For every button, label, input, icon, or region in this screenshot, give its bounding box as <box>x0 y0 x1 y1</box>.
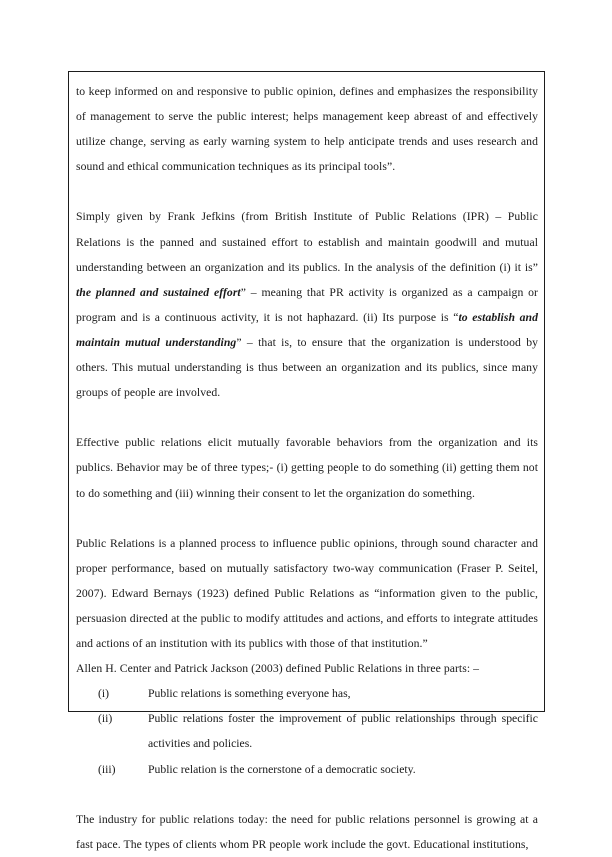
page-text-frame <box>68 71 545 851</box>
jefkins-text-part-1: Simply given by Frank Jefkins (from British Institute of Public Relations (IPR) – Public Relations is the panned and sustained effort to establish and maintain goodwill and mutual understanding between an organization and its publics. In the analysis of the definition (i) it is” <box>76 210 538 274</box>
list-item-label: Public relations is something everyone has, <box>148 687 351 701</box>
list-item <box>76 706 538 756</box>
list-introduction: Allen H. Center and Patrick Jackson (2003) defined Public Relations in three parts: – <box>76 662 480 676</box>
emphasis-planned-sustained-effort: the planned and sustained effort <box>76 285 241 299</box>
jefkins-text-part-2: ” – meaning that PR activity is organized as a campaign or program and is a continuous activity, it is not haphazard. (ii) Its purpose is “ <box>76 285 539 324</box>
paragraph-continuation: to keep informed on and responsive to public opinion, defines and emphasizes the responsibility of management to serve the public interest; helps management keep abreast of and effectively utilize change, serving as early warning system to help anticipate trends and uses research and sound and ethical communication techniques as its principal tools”. <box>76 85 538 174</box>
paragraph-effective-public-relations: Effective public relations elicit mutually favorable behaviors from the organization and its publics. Behavior may be of three types;- (i) getting people to do something (ii) getting them not to do something and (iii) winning their consent to let the organization do something. <box>76 436 538 500</box>
jefkins-text-part-3: ” – that is, to ensure that the organization is understood by others. This mutual understanding is thus between an organization and its publics, since many groups of people are involved. <box>76 335 538 400</box>
paragraph-planned-process: Public Relations is a planned process to influence public opinions, through sound character and proper performance, based on mutually satisfactory two-way communication (Fraser P. Seitel, 2007). Edward Bernays (1923) defined Public Relations as “information given to the public, persuasion directed at the public to modify attitudes and actions, and efforts to integrate attitudes and actions of an institution with its publics with those of that institution.” <box>76 536 538 651</box>
list-item-label: Public relation is the cornerstone of a democratic society. <box>148 762 416 776</box>
document-body <box>69 72 544 857</box>
three-parts-list <box>76 681 538 781</box>
paragraph-industry-today: The industry for public relations today: the need for public relations personnel is growing at a fast pace. The types of clients whom PR people work include the govt. Educational institutions, <box>76 812 538 851</box>
list-item <box>76 681 538 706</box>
paragraph-jefkins-definition <box>76 204 538 405</box>
emphasis-establish-maintain-mutual-understanding: to establish and maintain mutual understanding <box>76 310 539 349</box>
list-item-label: Public relations foster the improvement of public relationships through specific activities and policies. <box>148 712 538 751</box>
list-item-marker: (iii) <box>98 762 116 776</box>
list-item <box>76 757 538 782</box>
list-item-marker: (ii) <box>98 712 113 726</box>
list-item-marker: (i) <box>98 687 110 701</box>
